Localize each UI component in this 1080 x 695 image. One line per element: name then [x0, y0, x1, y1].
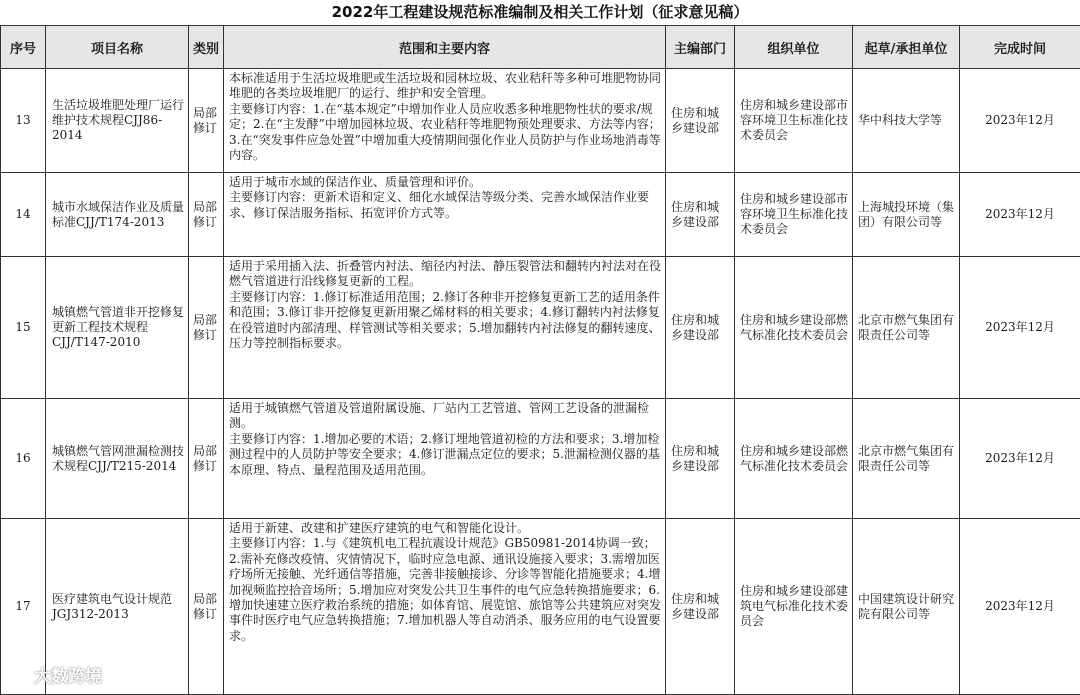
- row-category: 局部修订: [189, 257, 224, 399]
- row-scope: 适用于新建、改建和扩建医疗建筑的电气和智能化设计。 主要修订内容：1.与《建筑机电工程抗震设计规范》GB50981-2014协调一致；2.需补充修改疫情、灾情情况下，临时应急电源、通讯设施接入要求；3.需增加医疗场所无接触、光纤通信等措施，完善非接触接诊、分诊等智能化措施要求；4.增加视频监控拾音场所；5.增加应对突发公共卫生事件的电气应急转换措施要求；6.增加快速建立医疗救治系统的措施；如体育馆、展览馆、旅馆等公共建筑应对突发事件时医疗电气应急转换措施；7.增加机器人等自动消杀、服务应用的电气设置要求。: [224, 519, 666, 695]
- row-scope: 适用于城镇燃气管道及管道附属设施、厂站内工艺管道、管网工艺设备的泄漏检测。 主要修订内容：1.增加必要的术语；2.修订埋地管道初检的方法和要求；3.增加检测过程中的人员防护等安全要求；4.修订泄漏点定位的要求；5.泄漏检测仪器的基本原理、特点、量程范围及适用范围。: [224, 399, 666, 519]
- row-no: 13: [1, 69, 46, 173]
- row-project-name: 城镇燃气管道非开挖修复更新工程技术规程 CJJ/T147-2010: [46, 257, 189, 399]
- row-org: 住房和城乡建设部燃气标准化技术委员会: [735, 257, 853, 399]
- row-dept: 住房和城乡建设部: [666, 519, 735, 695]
- header-row: [1, 26, 1080, 69]
- header-scope: 范围和主要内容: [224, 26, 666, 69]
- row-date: 2023年12月: [960, 173, 1080, 257]
- row-org: 住房和城乡建设部燃气标准化技术委员会: [735, 399, 853, 519]
- row-drafter: 北京市燃气集团有限责任公司等: [853, 399, 960, 519]
- table-row: [1, 173, 1080, 257]
- header-date: 完成时间: [960, 26, 1080, 69]
- row-dept: 住房和城乡建设部: [666, 69, 735, 173]
- row-no: 15: [1, 257, 46, 399]
- row-date: 2023年12月: [960, 257, 1080, 399]
- row-category: 局部修订: [189, 173, 224, 257]
- document-title: 2022年工程建设规范标准编制及相关工作计划（征求意见稿）: [331, 3, 749, 21]
- row-category: 局部修订: [189, 399, 224, 519]
- row-drafter: 中国建筑设计研究院有限公司等: [853, 519, 960, 695]
- row-no: 17: [1, 519, 46, 695]
- watermark: [4, 662, 102, 687]
- header-drafter: 起草/承担单位: [853, 26, 960, 69]
- row-dept: 住房和城乡建设部: [666, 173, 735, 257]
- row-drafter: 华中科技大学等: [853, 69, 960, 173]
- table-row: [1, 69, 1080, 173]
- row-project-name: 医疗建筑电气设计规范JGJ312-2013: [46, 519, 189, 695]
- row-dept: 住房和城乡建设部: [666, 257, 735, 399]
- row-no: 14: [1, 173, 46, 257]
- row-category: 局部修订: [189, 69, 224, 173]
- row-date: 2023年12月: [960, 519, 1080, 695]
- plan-table: [0, 25, 1080, 695]
- row-no: 16: [1, 399, 46, 519]
- header-name: 项目名称: [46, 26, 189, 69]
- row-org: 住房和城乡建设部市容环境卫生标准化技术委员会: [735, 173, 853, 257]
- header-org: 组织单位: [735, 26, 853, 69]
- row-drafter: 北京市燃气集团有限责任公司等: [853, 257, 960, 399]
- table-row: [1, 257, 1080, 399]
- row-scope: 适用于采用插入法、折叠管内衬法、缩径内衬法、静压裂管法和翻转内衬法对在役燃气管道进行沿线修复更新的工程。 主要修订内容：1.修订标准适用范围；2.修订各种非开挖修复更新工艺的适用条件和范围；3.修订非开挖修复更新用聚乙烯材料的相关要求；4.修订翻转内衬法修复在役管道时内部清理、样管测试等相关要求；5.增加翻转内衬法修复的翻转速度、压力等控制指标要求。: [224, 257, 666, 399]
- row-project-name: 城市水域保洁作业及质量标准CJJ/T174-2013: [46, 173, 189, 257]
- header-dept: 主编部门: [666, 26, 735, 69]
- row-scope: 适用于城市水域的保洁作业、质量管理和评价。 主要修订内容：更新术语和定义、细化水域保洁等级分类、完善水域保洁作业要求、修订保洁服务指标、拓宽评价方式等。: [224, 173, 666, 257]
- speech-bubble-logo-icon: [4, 664, 30, 686]
- row-drafter: 上海城投环境（集团）有限公司等: [853, 173, 960, 257]
- header-no: 序号: [1, 26, 46, 69]
- row-org: 住房和城乡建设部市容环境卫生标准化技术委员会: [735, 69, 853, 173]
- row-category: 局部修订: [189, 519, 224, 695]
- header-category: 类别: [189, 26, 224, 69]
- table-row: [1, 519, 1080, 695]
- row-project-name: 生活垃圾堆肥处理厂运行维护技术规程CJJ86-2014: [46, 69, 189, 173]
- row-date: 2023年12月: [960, 69, 1080, 173]
- row-scope: 本标准适用于生活垃圾堆肥或生活垃圾和园林垃圾、农业秸秆等多种可堆肥物协同堆肥的各类垃圾堆肥厂的运行、维护和安全管理。 主要修订内容：1.在“基本规定”中增加作业人员应收悉多种堆肥物性状的要求/规定；2.在“主发酵”中增加园林垃圾、农业秸秆等堆肥物预处理要求、方法等内容；3.在“突发事件应急处置”中增加重大疫情期间强化作业人员防护与作业场地消毒等内容。: [224, 69, 666, 173]
- row-date: 2023年12月: [960, 399, 1080, 519]
- row-project-name: 城镇燃气管网泄漏检测技术规程CJJ/T215-2014: [46, 399, 189, 519]
- watermark-text: 大数跨境: [34, 667, 102, 687]
- row-org: 住房和城乡建设部建筑电气标准化技术委员会: [735, 519, 853, 695]
- table-row: [1, 399, 1080, 519]
- row-dept: 住房和城乡建设部: [666, 399, 735, 519]
